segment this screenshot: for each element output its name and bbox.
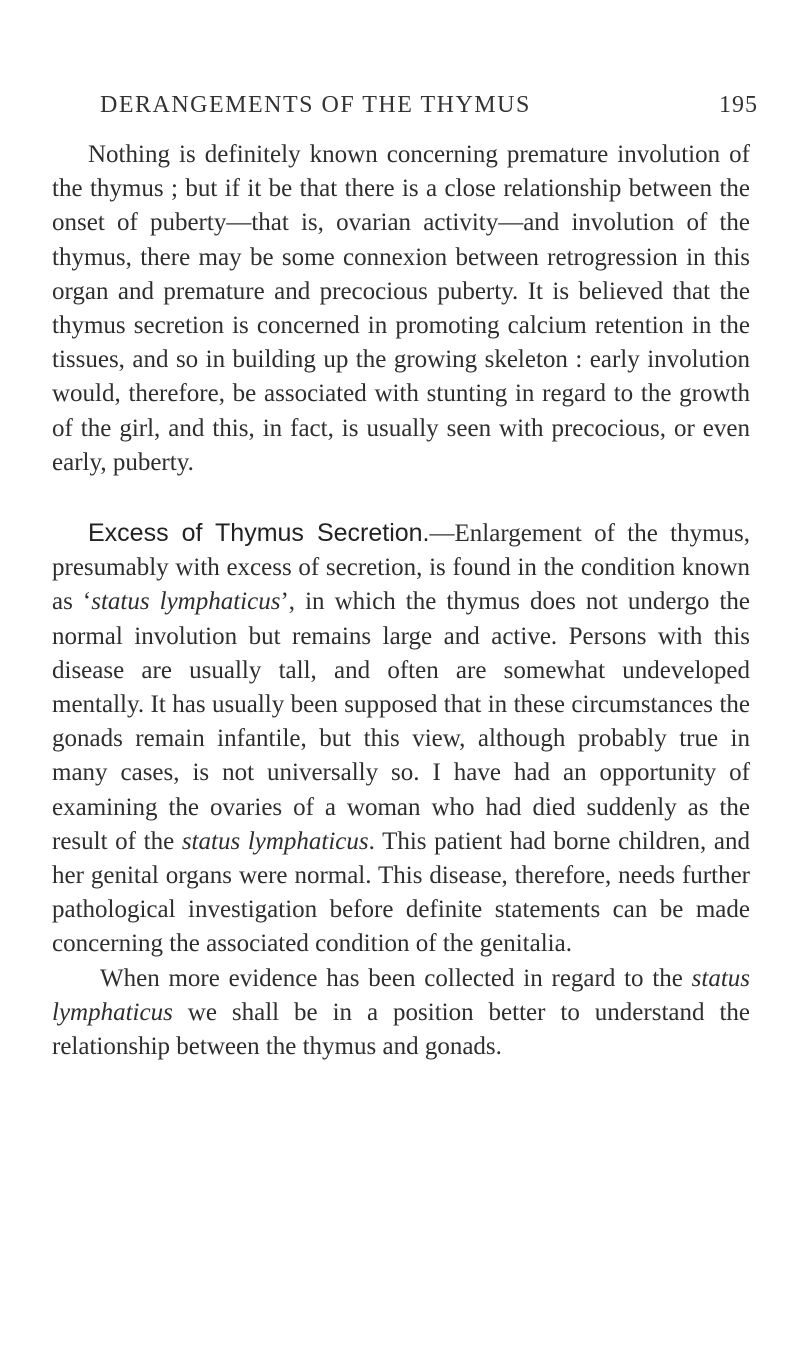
- body-text: [52, 138, 750, 1064]
- paragraph-premature-involution: [52, 138, 750, 480]
- paragraph-further-evidence: [52, 962, 750, 1065]
- paragraph-text: —Enlargement of the thymus, presumably with excess of secretion, is found in the condition known as ‘: [52, 520, 751, 616]
- italic-term: status lymphaticus: [181, 827, 369, 855]
- paragraph-text: ’, in which the thymus does not undergo the normal involution but remains large and active. Persons with this disease are usually tall, and often are somewhat undeveloped mentally. It has usually been supposed that in these circumstances the gonads remain infantile, but this view, although probably true in many cases, is not universally so. I have had an opportunity of examining the ovaries of a woman who had died suddenly as the result of the: [52, 588, 751, 855]
- page-number: 195: [719, 92, 758, 118]
- italic-term: status lymphaticus: [91, 588, 281, 616]
- paragraph-text: Nothing is definitely known concerning premature involution of the thymus ; but if it be that there is a close relationship between the onset of puberty—that is, ovarian activity—and involution of the thymus, there may be some connexion between retrogression in this organ and premature and precocious puberty. It is believed that the thymus secretion is concerned in promoting calcium retention in the tissues, and so in building up the growing skeleton : early involution would, therefore, be associated with stunting in regard to the growth of the girl, and this, in fact, is usually seen with precocious, or even early, puberty.: [52, 141, 750, 476]
- paragraph-text: we shall be in a position better to understand the relationship between the thymus and gonads.: [52, 998, 750, 1061]
- running-head: [0, 92, 800, 132]
- paragraph-text: When more evidence has been collected in regard to the: [100, 964, 692, 992]
- paragraph-excess-secretion: [52, 516, 750, 962]
- section-heading: Excess of Thymus Secretion.: [88, 519, 430, 548]
- paragraph-text: . This patient had borne children, and her genital organs were normal. This disease, therefore, needs further pathological investigation before definite statements can be made concerning the associated condition of the genitalia.: [52, 827, 751, 958]
- running-title: DERANGEMENTS OF THE THYMUS: [100, 92, 531, 118]
- italic-term: status lymphaticus: [52, 964, 750, 1026]
